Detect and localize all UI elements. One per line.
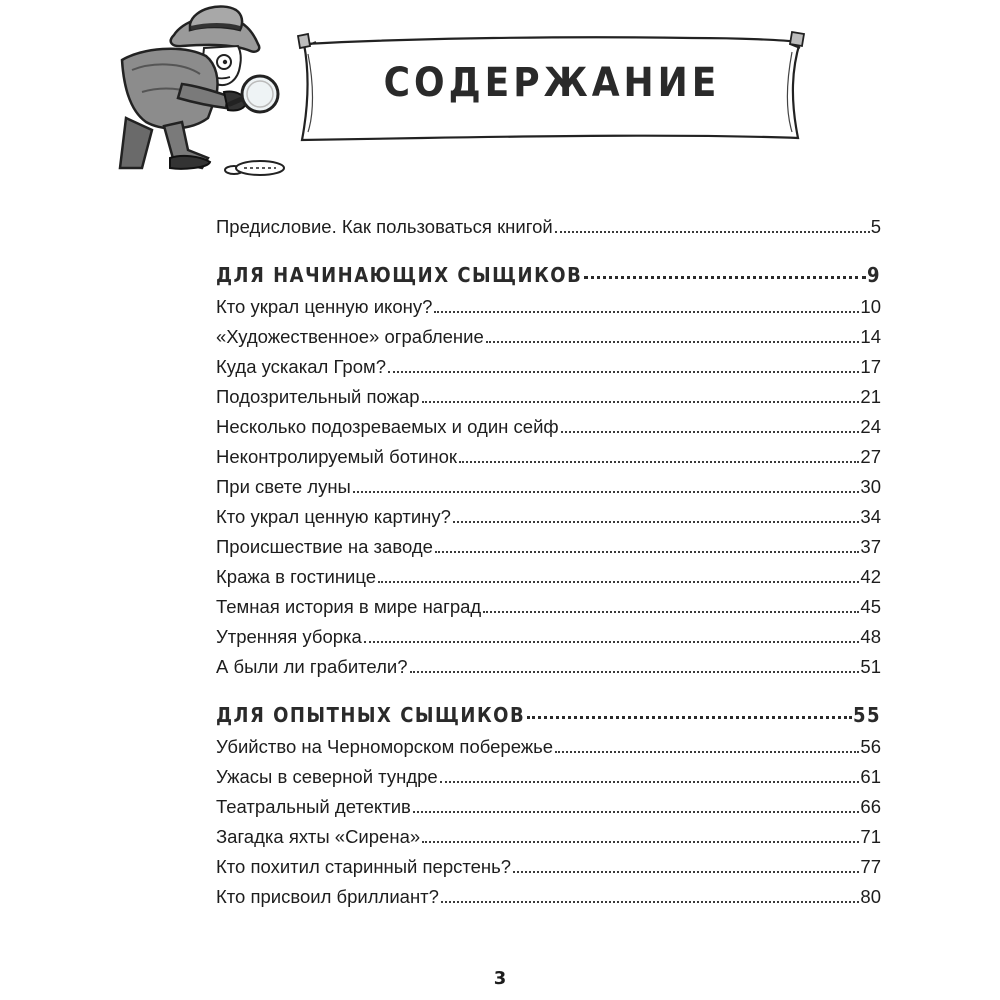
toc-entry (216, 438, 881, 468)
toc-entry (216, 878, 881, 908)
toc-entry (216, 788, 881, 818)
toc-entry-title: ДЛЯ ОПЫТНЫХ СЫЩИКОВ (216, 703, 526, 727)
toc-entry-title: Кто украл ценную картину? (216, 506, 451, 527)
toc-entry-title: А были ли грабители? (216, 656, 408, 677)
table-of-contents (216, 208, 881, 908)
toc-entry-page: 9 (866, 263, 881, 287)
dot-leader (440, 781, 860, 783)
toc-entry-page: 24 (860, 416, 881, 437)
toc-entry-title: Куда ускакал Гром? (216, 356, 387, 377)
toc-entry-page: 17 (860, 356, 881, 377)
dot-leader (513, 871, 859, 873)
toc-entry-page: 48 (860, 626, 881, 647)
dot-leader (561, 431, 860, 433)
dot-leader (435, 551, 860, 553)
toc-entry-page: 56 (860, 736, 881, 757)
dot-leader (527, 716, 852, 719)
toc-entry-title: Несколько подозреваемых и один сейф (216, 416, 559, 437)
dot-leader (459, 461, 859, 463)
toc-entry (216, 498, 881, 528)
toc-entry-title: Убийство на Черноморском побережье (216, 736, 554, 757)
dot-leader (483, 611, 859, 613)
toc-entry (216, 288, 881, 318)
dot-leader (486, 341, 860, 343)
dot-leader (555, 751, 859, 753)
dot-leader (555, 231, 870, 233)
toc-entry-page: 51 (860, 656, 881, 677)
toc-entry-page: 34 (860, 506, 881, 527)
toc-entry (216, 468, 881, 498)
toc-entry-title: Кто присвоил бриллиант? (216, 886, 439, 907)
toc-entry-page: 37 (860, 536, 881, 557)
toc-entry-title: «Художественное» ограбление (216, 326, 484, 347)
toc-entry (216, 618, 881, 648)
toc-entry-title: Ужасы в северной тундре (216, 766, 438, 787)
dot-leader (388, 371, 859, 373)
dot-leader (453, 521, 859, 523)
dot-leader (364, 641, 860, 643)
toc-entry-title: Кража в гостинице (216, 566, 377, 587)
toc-entry-page: 45 (860, 596, 881, 617)
pushpin-icon (790, 32, 804, 48)
toc-entry-page: 10 (860, 296, 881, 317)
toc-entry-page: 42 (860, 566, 881, 587)
dot-leader (434, 311, 859, 313)
toc-entry-page: 21 (860, 386, 881, 407)
toc-entry (216, 648, 881, 678)
toc-entry-title: Происшествие на заводе (216, 536, 433, 557)
dot-leader (584, 276, 866, 279)
toc-entry (216, 318, 881, 348)
toc-entry-title: При свете луны (216, 476, 351, 497)
dot-leader (378, 581, 859, 583)
toc-entry-page: 77 (860, 856, 881, 877)
page-title: СОДЕРЖАНИЕ (383, 60, 721, 106)
toc-section-heading (216, 692, 881, 726)
toc-entry-title: ДЛЯ НАЧИНАЮЩИХ СЫЩИКОВ (216, 263, 583, 287)
toc-section-heading (216, 252, 881, 286)
dot-leader (353, 491, 860, 493)
toc-entry-page: 5 (870, 216, 881, 237)
toc-entry (216, 408, 881, 438)
toc-entry (216, 818, 881, 848)
toc-entry-title: Темная история в мире наград (216, 596, 482, 617)
dot-leader (441, 901, 859, 903)
toc-entry (216, 588, 881, 618)
page-number: 3 (493, 968, 507, 989)
toc-entry-page: 27 (860, 446, 881, 467)
toc-entry-title: Кто похитил старинный перстень? (216, 856, 512, 877)
detective-illustration (112, 0, 302, 185)
dot-leader (413, 811, 860, 813)
toc-entry-title: Подозрительный пожар (216, 386, 420, 407)
toc-entry (216, 558, 881, 588)
toc-entry-title: Театральный детектив (216, 796, 411, 817)
dot-leader (422, 841, 859, 843)
toc-entry-page: 71 (860, 826, 881, 847)
dot-leader (410, 671, 860, 673)
toc-entry (216, 758, 881, 788)
toc-entry-title: Кто украл ценную икону? (216, 296, 433, 317)
toc-entry (216, 528, 881, 558)
toc-entry (216, 378, 881, 408)
toc-entry-page: 30 (860, 476, 881, 497)
toc-entry-page: 14 (860, 326, 881, 347)
toc-entry (216, 848, 881, 878)
toc-entry (216, 348, 881, 378)
toc-entry-title: Утренняя уборка (216, 626, 362, 647)
toc-entry (216, 728, 881, 758)
toc-entry-page: 55 (852, 703, 881, 727)
toc-entry-title: Предисловие. Как пользоваться книгой (216, 216, 553, 237)
toc-entry-title: Загадка яхты «Сирена» (216, 826, 421, 847)
toc-entry-page: 61 (860, 766, 881, 787)
toc-entry (216, 208, 881, 238)
dot-leader (422, 401, 860, 403)
toc-entry-page: 66 (860, 796, 881, 817)
toc-entry-title: Неконтролируемый ботинок (216, 446, 458, 467)
toc-entry-page: 80 (860, 886, 881, 907)
